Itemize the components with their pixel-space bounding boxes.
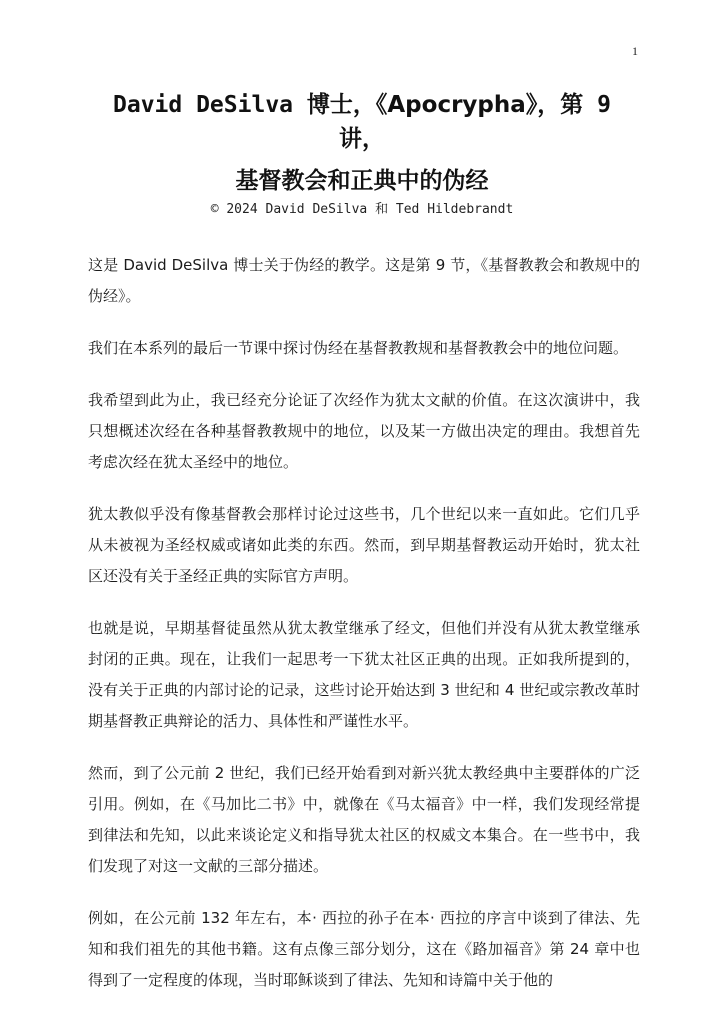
paragraph: 这是 David DeSilva 博士关于伪经的教学。这是第 9 节，《基督教教会和教规中的伪经》。 [88,256,640,305]
paragraph: 我希望到此为止，我已经充分论证了次经作为犹太文献的价值。在这次演讲中，我只想概述次经在各种基督教教规中的地位，以及某一方做出决定的理由。我想首先考虑次经在犹太圣经中的地位。 [88,391,640,471]
paragraph: 我们在本系列的最后一节课中探讨伪经在基督教教规和基督教教会中的地位问题。 [88,339,629,357]
copyright-line: © 2024 David DeSilva 和 Ted Hildebrandt [210,202,514,217]
paragraph: 例如，在公元前 132 年左右，本· 西拉的孙子在本· 西拉的序言中谈到了律法、先知和我们祖先的其他书籍。这有点像三部分划分，这在《路加福音》第 24 章中也得到了一定程度的体现，当时耶稣谈到了律法、先知和诗篇中关于他的 [88,909,640,989]
paragraph: 也就是说，早期基督徒虽然从犹太教堂继承了经文，但他们并没有从犹太教堂继承封闭的正典。现在，让我们一起思考一下犹太社区正典的出现。正如我所提到的，没有关于正典的内部讨论的记录，这些讨论开始达到 3 世纪和 4 世纪或宗教改革时期基督教正典辩论的活力、具体性和严谨性水平。 [88,619,640,730]
paragraph: 犹太教似乎没有像基督教会那样讨论过这些书，几个世纪以来一直如此。它们几乎从未被视为圣经权威或诸如此类的东西。然而，到早期基督教运动开始时，犹太社区还没有关于圣经正典的实际官方声明。 [88,505,640,585]
title-block [70,88,654,220]
page-number: 1 [632,44,638,58]
title-line-2: 讲， [339,126,385,152]
paragraph: 然而，到了公元前 2 世纪，我们已经开始看到对新兴犹太教经典中主要群体的广泛引用。例如，在《马加比二书》中，就像在《马太福音》中一样，我们发现经常提到律法和先知，以此来谈论定义和指导犹太社区的权威文本集合。在一些书中，我们发现了对这一文献的三部分描述。 [88,764,640,875]
title-line-1 [70,88,654,122]
body-text [88,250,640,1017]
title-suffix: 》，第 9 [525,92,611,118]
title-line-3: 基督教会和正典中的伪经 [235,168,489,194]
title-apocrypha: Apocrypha [387,92,526,118]
title-prefix: David DeSilva 博士，《 [113,92,388,118]
